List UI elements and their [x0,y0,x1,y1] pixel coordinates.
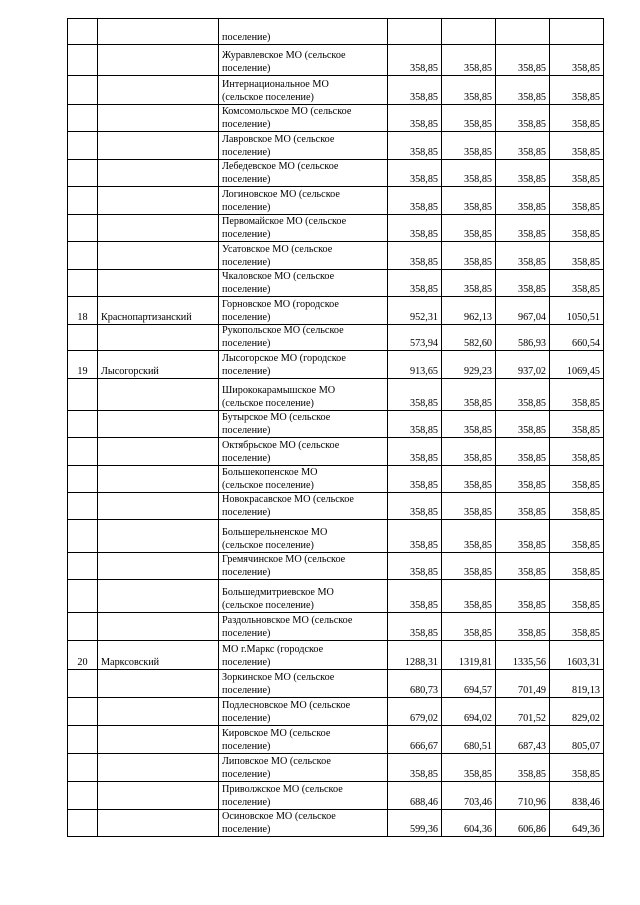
value-cell: 358,85 [550,754,604,782]
district-name [98,76,219,105]
district-name [98,270,219,297]
value-cell: 358,85 [550,76,604,105]
municipality-name [219,19,388,45]
municipality-name-line: Гремячинское МО (сельское [222,554,346,566]
municipality-name-line [222,19,384,32]
municipality-name [219,726,388,754]
value-cell: 358,85 [550,242,604,270]
municipality-name-line: поселение) [222,452,271,464]
municipality-name-line: поселение) [222,118,271,130]
district-name: Лысогорский [98,351,219,379]
value-cell: 358,85 [496,520,550,553]
table-row [68,782,604,810]
value-cell: 358,85 [388,215,442,242]
value-cell: 358,85 [496,270,550,297]
value-cell: 582,60 [442,325,496,351]
table-row [68,76,604,105]
municipality-name-line: (сельское поселение) [222,599,314,611]
value-cell: 358,85 [550,553,604,580]
value-cell: 358,85 [496,242,550,270]
table-row [68,698,604,726]
table-row [68,438,604,466]
row-number [68,187,98,215]
municipality-name [219,76,388,105]
row-number [68,325,98,351]
table-row [68,553,604,580]
district-name [98,726,219,754]
value-cell: 599,36 [388,810,442,837]
row-number [68,379,98,411]
value-cell: 358,85 [388,520,442,553]
table-row [68,379,604,411]
municipality-name-line: поселение) [222,740,271,752]
value-cell: 358,85 [496,580,550,613]
municipality-name-line: поселение) [222,283,271,295]
municipality-name-line: поселение) [222,228,271,240]
municipality-name [219,520,388,553]
value-cell: 805,07 [550,726,604,754]
value-cell: 358,85 [388,613,442,641]
municipality-name [219,641,388,670]
municipality-name-line: Октябрьское МО (сельское [222,440,340,452]
value-cell: 679,02 [388,698,442,726]
value-cell: 358,85 [388,411,442,438]
municipality-name [219,553,388,580]
municipality-name-line: поселение) [222,796,271,808]
district-name [98,782,219,810]
value-cell: 358,85 [550,613,604,641]
row-number [68,553,98,580]
table-row [68,810,604,837]
value-cell: 358,85 [388,270,442,297]
municipality-name-line: (сельское поселение) [222,479,314,491]
municipality-name-line: поселение) [222,506,271,518]
municipality-name [219,466,388,493]
value-cell: 358,85 [550,105,604,132]
district-name [98,553,219,580]
district-name [98,810,219,837]
table-row [68,187,604,215]
table-row [68,325,604,351]
value-cell: 358,85 [496,411,550,438]
value-cell: 358,85 [550,580,604,613]
value-cell: 929,23 [442,351,496,379]
value-cell: 604,36 [442,810,496,837]
table-row [68,45,604,76]
value-cell: 358,85 [442,754,496,782]
value-cell: 573,94 [388,325,442,351]
municipality-name [219,351,388,379]
value-cell: 1069,45 [550,351,604,379]
municipality-name-line: Липовское МО (сельское [222,756,331,768]
row-number [68,270,98,297]
table-row [68,641,604,670]
row-number [68,698,98,726]
row-number [68,670,98,698]
municipality-name-line: поселение) [222,31,271,43]
district-name [98,215,219,242]
table-row [68,754,604,782]
municipality-name-line: поселение) [222,768,271,780]
district-name [98,438,219,466]
value-cell: 358,85 [496,132,550,160]
municipality-name [219,438,388,466]
row-number [68,613,98,641]
municipality-name-line: (сельское поселение) [222,397,314,409]
row-number [68,215,98,242]
row-number [68,105,98,132]
value-cell: 1050,51 [550,297,604,325]
value-cell: 358,85 [388,580,442,613]
value-cell: 358,85 [442,105,496,132]
value-cell: 358,85 [388,160,442,187]
table-row [68,215,604,242]
value-cell: 358,85 [442,438,496,466]
district-name [98,698,219,726]
district-name: Марксовский [98,641,219,670]
value-cell: 358,85 [442,613,496,641]
municipality-name [219,379,388,411]
value-cell: 358,85 [442,553,496,580]
municipality-name-line: (сельское поселение) [222,91,314,103]
table-row [68,670,604,698]
district-name [98,325,219,351]
value-cell: 1335,56 [496,641,550,670]
value-cell: 358,85 [550,466,604,493]
value-cell: 358,85 [442,45,496,76]
table-row [68,132,604,160]
value-cell: 358,85 [388,187,442,215]
municipality-name-line: Раздольновское МО (сельское [222,615,353,627]
row-number [68,580,98,613]
value-cell: 358,85 [388,132,442,160]
municipality-name [219,782,388,810]
value-cell: 358,85 [496,438,550,466]
value-cell: 358,85 [550,438,604,466]
municipality-name-line: Лебедевское МО (сельское [222,161,339,172]
municipality-name-line: Кировское МО (сельское [222,728,331,740]
district-name [98,132,219,160]
municipality-name [219,754,388,782]
value-cell: 688,46 [388,782,442,810]
value-cell: 358,85 [388,553,442,580]
row-number [68,782,98,810]
row-number [68,132,98,160]
row-number [68,493,98,520]
district-name [98,520,219,553]
value-cell: 358,85 [496,76,550,105]
district-name [98,670,219,698]
district-name [98,242,219,270]
district-name [98,411,219,438]
value-cell: 358,85 [442,242,496,270]
value-cell: 358,85 [388,76,442,105]
municipality-name-line: поселение) [222,62,271,74]
municipality-name-line: поселение) [222,146,271,158]
row-number [68,754,98,782]
value-cell [496,19,550,45]
value-cell: 913,65 [388,351,442,379]
value-cell: 358,85 [550,187,604,215]
value-cell: 358,85 [496,45,550,76]
value-cell: 694,02 [442,698,496,726]
value-cell: 358,85 [442,493,496,520]
municipality-name [219,698,388,726]
table-row [68,520,604,553]
table-row [68,613,604,641]
value-cell: 358,85 [442,411,496,438]
municipality-name-line: Комсомольское МО (сельское [222,106,352,117]
value-cell: 358,85 [550,215,604,242]
value-cell: 358,85 [496,553,550,580]
row-number [68,19,98,45]
district-name [98,105,219,132]
value-cell: 606,86 [496,810,550,837]
municipality-name-line: Новокрасавское МО (сельское [222,494,354,506]
value-cell: 358,85 [550,411,604,438]
municipality-name-line: Журавлевское МО (сельское [222,50,346,61]
value-cell: 358,85 [496,754,550,782]
table-row [68,466,604,493]
table-row [68,19,604,45]
value-cell: 962,13 [442,297,496,325]
municipality-name-line: поселение) [222,365,271,377]
value-cell: 819,13 [550,670,604,698]
municipality-name [219,810,388,837]
table-row [68,493,604,520]
value-cell [442,19,496,45]
row-number [68,76,98,105]
municipality-name [219,215,388,242]
value-cell: 358,85 [550,160,604,187]
municipality-name-line: поселение) [222,337,271,349]
municipality-name [219,270,388,297]
value-cell: 358,85 [442,270,496,297]
municipality-name-line: поселение) [222,712,271,724]
municipality-name-line: Усатовское МО (сельское [222,244,333,255]
municipality-name [219,160,388,187]
district-name [98,379,219,411]
table-row [68,726,604,754]
value-cell: 358,85 [550,132,604,160]
table-body [68,19,604,837]
row-number: 19 [68,351,98,379]
municipality-name [219,580,388,613]
value-cell: 358,85 [388,379,442,411]
value-cell: 666,67 [388,726,442,754]
value-cell: 358,85 [496,379,550,411]
value-cell: 358,85 [442,132,496,160]
value-cell: 358,85 [442,187,496,215]
value-cell: 358,85 [496,466,550,493]
value-cell: 586,93 [496,325,550,351]
value-cell: 358,85 [388,493,442,520]
value-cell: 649,36 [550,810,604,837]
value-cell: 358,85 [388,438,442,466]
municipality-name-line: МО г.Маркс (городское [222,644,324,656]
municipality-name [219,613,388,641]
municipality-name-line: Большерельненское МО [222,527,328,539]
row-number [68,810,98,837]
value-cell [388,19,442,45]
municipality-name [219,187,388,215]
municipality-name-line: Горновское МО (городское [222,299,339,310]
value-cell: 358,85 [442,215,496,242]
district-name [98,19,219,45]
municipality-name [219,325,388,351]
value-cell: 967,04 [496,297,550,325]
district-name: Краснопартизанский [98,297,219,325]
value-cell: 710,96 [496,782,550,810]
row-number [68,242,98,270]
municipality-name-line: поселение) [222,424,271,436]
table-row [68,105,604,132]
municipality-name-line: Чкаловское МО (сельское [222,271,335,282]
municipality-name [219,132,388,160]
row-number: 18 [68,297,98,325]
value-cell: 358,85 [496,105,550,132]
table-row [68,411,604,438]
municipality-name-line: поселение) [222,256,271,268]
district-name [98,187,219,215]
value-cell: 1319,81 [442,641,496,670]
value-cell: 703,46 [442,782,496,810]
municipality-name [219,242,388,270]
row-number [68,438,98,466]
municipality-name-line: поселение) [222,311,271,323]
district-name [98,613,219,641]
row-number [68,726,98,754]
value-cell: 358,85 [496,613,550,641]
municipality-name-line: Приволжское МО (сельское [222,784,343,796]
value-cell: 358,85 [388,105,442,132]
district-name [98,754,219,782]
value-cell: 358,85 [496,493,550,520]
table-row [68,160,604,187]
value-cell: 694,57 [442,670,496,698]
municipality-name-line: поселение) [222,684,271,696]
row-number [68,160,98,187]
value-cell: 358,85 [388,45,442,76]
municipality-name-line: Большедмитриевское МО [222,587,334,599]
district-name [98,45,219,76]
municipality-name-line: Бутырское МО (сельское [222,412,331,424]
row-number: 20 [68,641,98,670]
value-cell [550,19,604,45]
municipality-name-line: Большекопенское МО [222,467,318,479]
municipality-name-line: поселение) [222,656,271,668]
value-cell: 358,85 [496,187,550,215]
municipality-name [219,411,388,438]
municipality-name-line: Осиновское МО (сельское [222,811,336,823]
value-cell: 358,85 [550,379,604,411]
value-cell: 680,51 [442,726,496,754]
municipality-name-line: Рукопольское МО (сельское [222,325,344,337]
value-cell: 838,46 [550,782,604,810]
municipality-name-line: Подлесновское МО (сельское [222,700,351,712]
value-cell: 952,31 [388,297,442,325]
municipality-name [219,670,388,698]
value-cell: 701,49 [496,670,550,698]
value-cell: 358,85 [550,45,604,76]
value-cell: 358,85 [388,242,442,270]
municipality-name-line: Лавровское МО (сельское [222,134,335,145]
value-cell: 687,43 [496,726,550,754]
value-cell: 660,54 [550,325,604,351]
municipality-name [219,45,388,76]
row-number [68,45,98,76]
table-row [68,242,604,270]
municipality-name [219,105,388,132]
value-cell: 680,73 [388,670,442,698]
table-row [68,580,604,613]
row-number [68,520,98,553]
municipality-name [219,297,388,325]
value-cell: 937,02 [496,351,550,379]
value-cell: 358,85 [442,379,496,411]
district-name [98,466,219,493]
municipality-name-line: Логиновское МО (сельское [222,189,340,200]
row-number [68,411,98,438]
value-cell: 358,85 [388,754,442,782]
value-cell: 358,85 [496,215,550,242]
value-cell: 358,85 [442,76,496,105]
district-name [98,580,219,613]
municipality-name-line: поселение) [222,201,271,213]
value-cell: 358,85 [442,466,496,493]
municipality-name-line: поселение) [222,823,271,835]
municipality-name-line: (сельское поселение) [222,539,314,551]
municipality-name-line: Интернациональное МО [222,79,329,90]
table-row [68,351,604,379]
municipality-name-line: Ширококарамышское МО [222,385,336,397]
value-cell: 358,85 [442,520,496,553]
value-cell: 1603,31 [550,641,604,670]
municipality-name-line: Лысогорское МО (городское [222,353,346,365]
value-cell: 829,02 [550,698,604,726]
value-cell: 358,85 [388,466,442,493]
district-name [98,493,219,520]
value-cell: 358,85 [496,160,550,187]
row-number [68,466,98,493]
value-cell: 1288,31 [388,641,442,670]
municipality-name-line: поселение) [222,566,271,578]
table-row [68,297,604,325]
municipality-name-line: поселение) [222,627,271,639]
municipality-name-line: Первомайское МО (сельское [222,216,347,227]
value-cell: 358,85 [550,270,604,297]
district-name [98,160,219,187]
municipality-name-line: поселение) [222,173,271,185]
table-row [68,270,604,297]
value-cell: 701,52 [496,698,550,726]
municipality-name [219,493,388,520]
municipality-name-line: Зоркинское МО (сельское [222,672,335,684]
value-cell: 358,85 [550,520,604,553]
value-cell: 358,85 [550,493,604,520]
value-cell: 358,85 [442,160,496,187]
tariff-table [67,18,604,837]
value-cell: 358,85 [442,580,496,613]
